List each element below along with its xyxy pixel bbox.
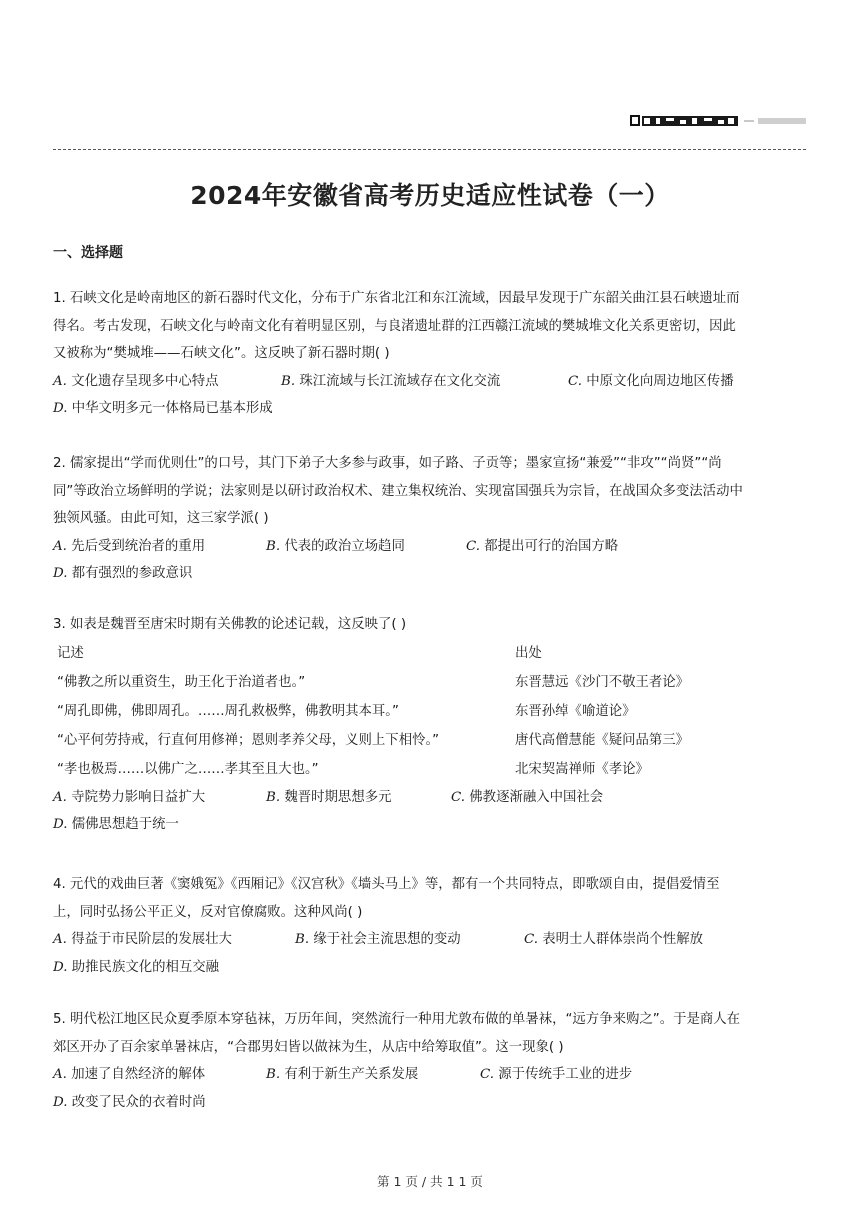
table-header-row <box>57 639 808 668</box>
question-stem-line: 独领风骚。由此可知，这三家学派( ) <box>53 511 269 526</box>
option-d[interactable]: D. 儒佛思想趋于统一 <box>53 817 179 832</box>
question-2 <box>53 450 808 588</box>
option-d[interactable]: D. 中华文明多元一体格局已基本形成 <box>53 401 273 416</box>
option-c[interactable]: C. 佛教逐渐融入中国社会 <box>451 789 604 805</box>
option-b[interactable]: B. 代表的政治立场趋同 <box>266 538 405 554</box>
option-d[interactable]: D. 改变了民众的衣着时尚 <box>53 1094 206 1110</box>
option-b[interactable]: B. 缘于社会主流思想的变动 <box>295 932 461 947</box>
option-a[interactable]: A. 加速了自然经济的解体 <box>53 1067 206 1082</box>
table-cell-source: 北宋契嵩禅师《孝论》 <box>515 761 649 777</box>
question-stem-line: 得名。考古发现，石峡文化与岭南文化有着明显区别，与良渚遗址群的江西赣江流域的樊城堆文化关系更密切，因此 <box>53 318 736 334</box>
question-stem-line: 1. 石峡文化是岭南地区的新石器时代文化，分布于广东省北江和东江流域，因最早发现于广东韶关曲江县石峡遗址而 <box>53 291 740 306</box>
table-cell-record: “孝也极焉……以佛广之……孝其至且大也。” <box>57 761 319 777</box>
question-stem-line: 上，同时弘扬公平正义，反对官僚腐败。这种风尚( ) <box>53 904 363 920</box>
question-1 <box>53 285 808 423</box>
option-b[interactable]: B. 魏晋时期思想多元 <box>266 789 392 805</box>
page-title: 2024年安徽省高考历史适应性试卷（一） <box>190 181 670 210</box>
question-stem-line: 郊区开办了百余家单暑袜店，“合郡男妇皆以做袜为生，从店中给筹取值”。这一现象( ) <box>53 1039 564 1055</box>
option-d[interactable]: D. 都有强烈的参政意识 <box>53 566 193 581</box>
question-4 <box>53 871 808 981</box>
option-a[interactable]: A. 先后受到统治者的重用 <box>53 538 206 554</box>
brand-logo-icon <box>630 113 808 129</box>
table-cell-record: “周孔即佛，佛即周孔。……周孔救极弊，佛教明其本耳。” <box>57 703 399 719</box>
option-c[interactable]: C. 源于传统手工业的进步 <box>480 1067 633 1082</box>
table-cell-record: “佛教之所以重资生，助王化于治道者也。” <box>57 674 306 690</box>
section-heading: 一、选择题 <box>53 245 123 261</box>
question-stem-line: 又被称为“樊城堆——石峡文化”。这反映了新石器时期( ) <box>53 346 390 361</box>
header-divider <box>53 149 806 150</box>
question-5 <box>53 1006 808 1116</box>
table-header-record: 记述 <box>57 645 84 661</box>
table-row <box>57 697 808 726</box>
question-stem-line: 5. 明代松江地区民众夏季原本穿毡袜，万历年间，突然流行一种用尤敦布做的单暑袜，“远方争来购之”。于是商人在 <box>53 1012 741 1027</box>
table-row <box>57 726 808 755</box>
option-b[interactable]: B. 珠江流域与长江流域存在文化交流 <box>281 373 501 389</box>
table-cell-source: 唐代高僧慧能《疑问品第三》 <box>515 732 690 748</box>
question-stem-line: 2. 儒家提出“学而优则仕”的口号，其门下弟子大多参与政事，如子路、子贡等；墨家宣扬“兼爱”“非攻”“尚贤”“尚 <box>53 456 722 471</box>
option-a[interactable]: A. 得益于市民阶层的发展壮大 <box>53 932 232 947</box>
option-c[interactable]: C. 都提出可行的治国方略 <box>466 538 619 554</box>
question-stem-line: 4. 元代的戏曲巨著《窦娥冤》《西厢记》《汉宫秋》《墙头马上》等，都有一个共同特点，即歌颂自由，提倡爱情至 <box>53 877 720 892</box>
question-3 <box>53 611 808 839</box>
option-b[interactable]: B. 有利于新生产关系发展 <box>266 1067 419 1082</box>
option-c[interactable]: C. 表明士人群体崇尚个性解放 <box>524 932 703 947</box>
table-cell-record: “心平何劳持戒，行直何用修禅；恩则孝养父母，义则上下相怜。” <box>57 732 440 748</box>
question-stem-line: 3. 如表是魏晋至唐宋时期有关佛教的论述记载，这反映了( ) <box>53 617 407 632</box>
option-d[interactable]: D. 助推民族文化的相互交融 <box>53 959 220 975</box>
table-row <box>57 755 808 784</box>
table-cell-source: 东晋孙绰《喻道论》 <box>515 703 636 719</box>
table-row <box>57 668 808 697</box>
option-a[interactable]: A. 文化遗存呈现多中心特点 <box>53 373 219 389</box>
table-cell-source: 东晋慧远《沙门不敬王者论》 <box>515 674 690 690</box>
option-c[interactable]: C. 中原文化向周边地区传播 <box>568 373 734 389</box>
question-stem-line: 同”等政治立场鲜明的学说；法家则是以研讨政治权术、建立集权统治、实现富国强兵为宗旨，在战国众多变法活动中 <box>53 483 743 499</box>
quote-table <box>57 639 808 784</box>
table-header-source: 出处 <box>515 645 542 661</box>
option-a[interactable]: A. 寺院势力影响日益扩大 <box>53 789 206 805</box>
page-number: 第 1 页 / 共 1 1 页 <box>377 1174 483 1189</box>
